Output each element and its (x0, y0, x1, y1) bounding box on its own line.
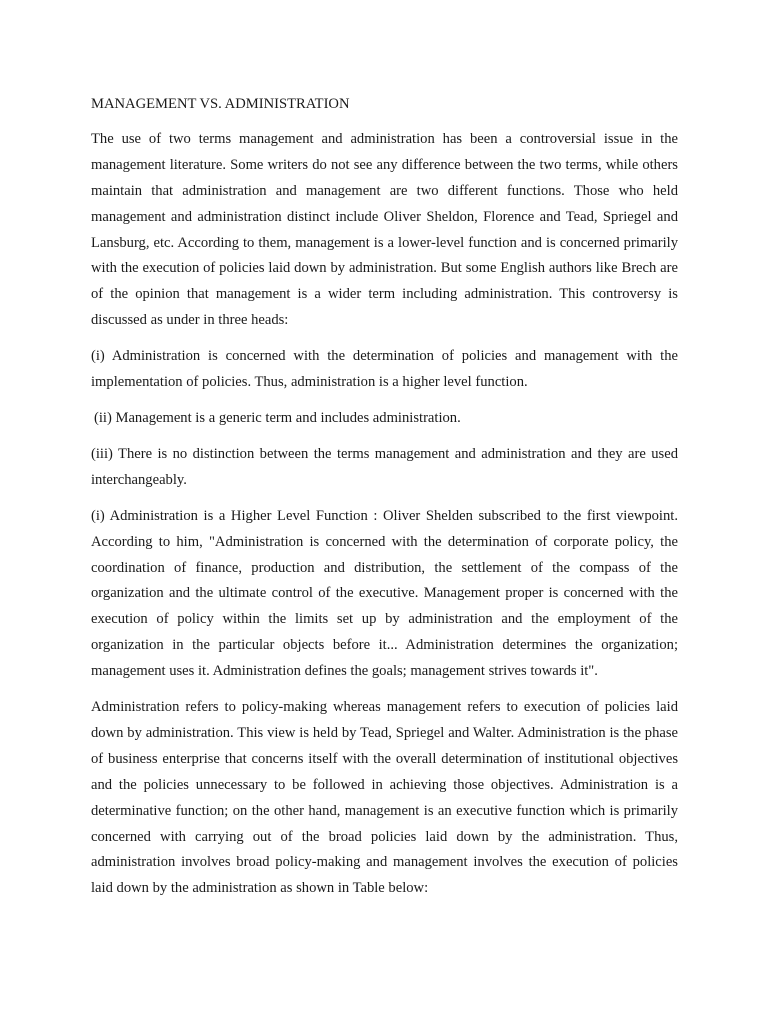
paragraph-higher-level-function: (i) Administration is a Higher Level Function : Oliver Shelden subscribed to the first viewpoint. According to him, "Administration is concerned with the determination of corporate policy, the coordination of finance, production and distribution, the settlement of the compass of the organization and the ultimate control of the executive. Management proper is concerned with the execution of policy within the limits set up by administration and the employment of the organization in the particular objects before it... Administration determines the organization; management uses it. Administration defines the goals; management strives towards it". (91, 507, 678, 680)
paragraph-intro: The use of two terms management and administration has been a controversial issue in the management literature. Some writers do not see any difference between the two terms, while others maintain that administration and management are two different functions. Those who held management and administration distinct include Oliver Sheldon, Florence and Tead, Spriegel and Lansburg, etc. According to them, management is a lower-level function and is concerned primarily with the execution of policies laid down by administration. But some English authors like Brech are of the opinion that management is a wider term including administration. This controversy is discussed as under in three heads: (91, 130, 678, 329)
paragraph-view-1: (i) Administration is concerned with the determination of policies and management with the implementation of policies. Thus, administration is a higher level function. (91, 348, 678, 391)
document-title: MANAGEMENT VS. ADMINISTRATION (91, 96, 350, 112)
paragraph-policy-making: Administration refers to policy-making whereas management refers to execution of policies laid down by administration. This view is held by Tead, Spriegel and Walter. Administration is the phase of business enterprise that concerns itself with the overall determination of institutional objectives and the policies unnecessary to be followed in achieving those objectives. Administration is a determinative function; on the other hand, management is an executive function which is primarily concerned with carrying out of the broad policies laid down by the administration. Thus, administration involves broad policy-making and management involves the execution of policies laid down by the administration as shown in Table below: (91, 699, 678, 897)
paragraph-view-3: (iii) There is no distinction between the terms management and administration and they are used interchangeably. (91, 445, 678, 488)
paragraph-view-2: (ii) Management is a generic term and includes administration. (94, 409, 461, 426)
